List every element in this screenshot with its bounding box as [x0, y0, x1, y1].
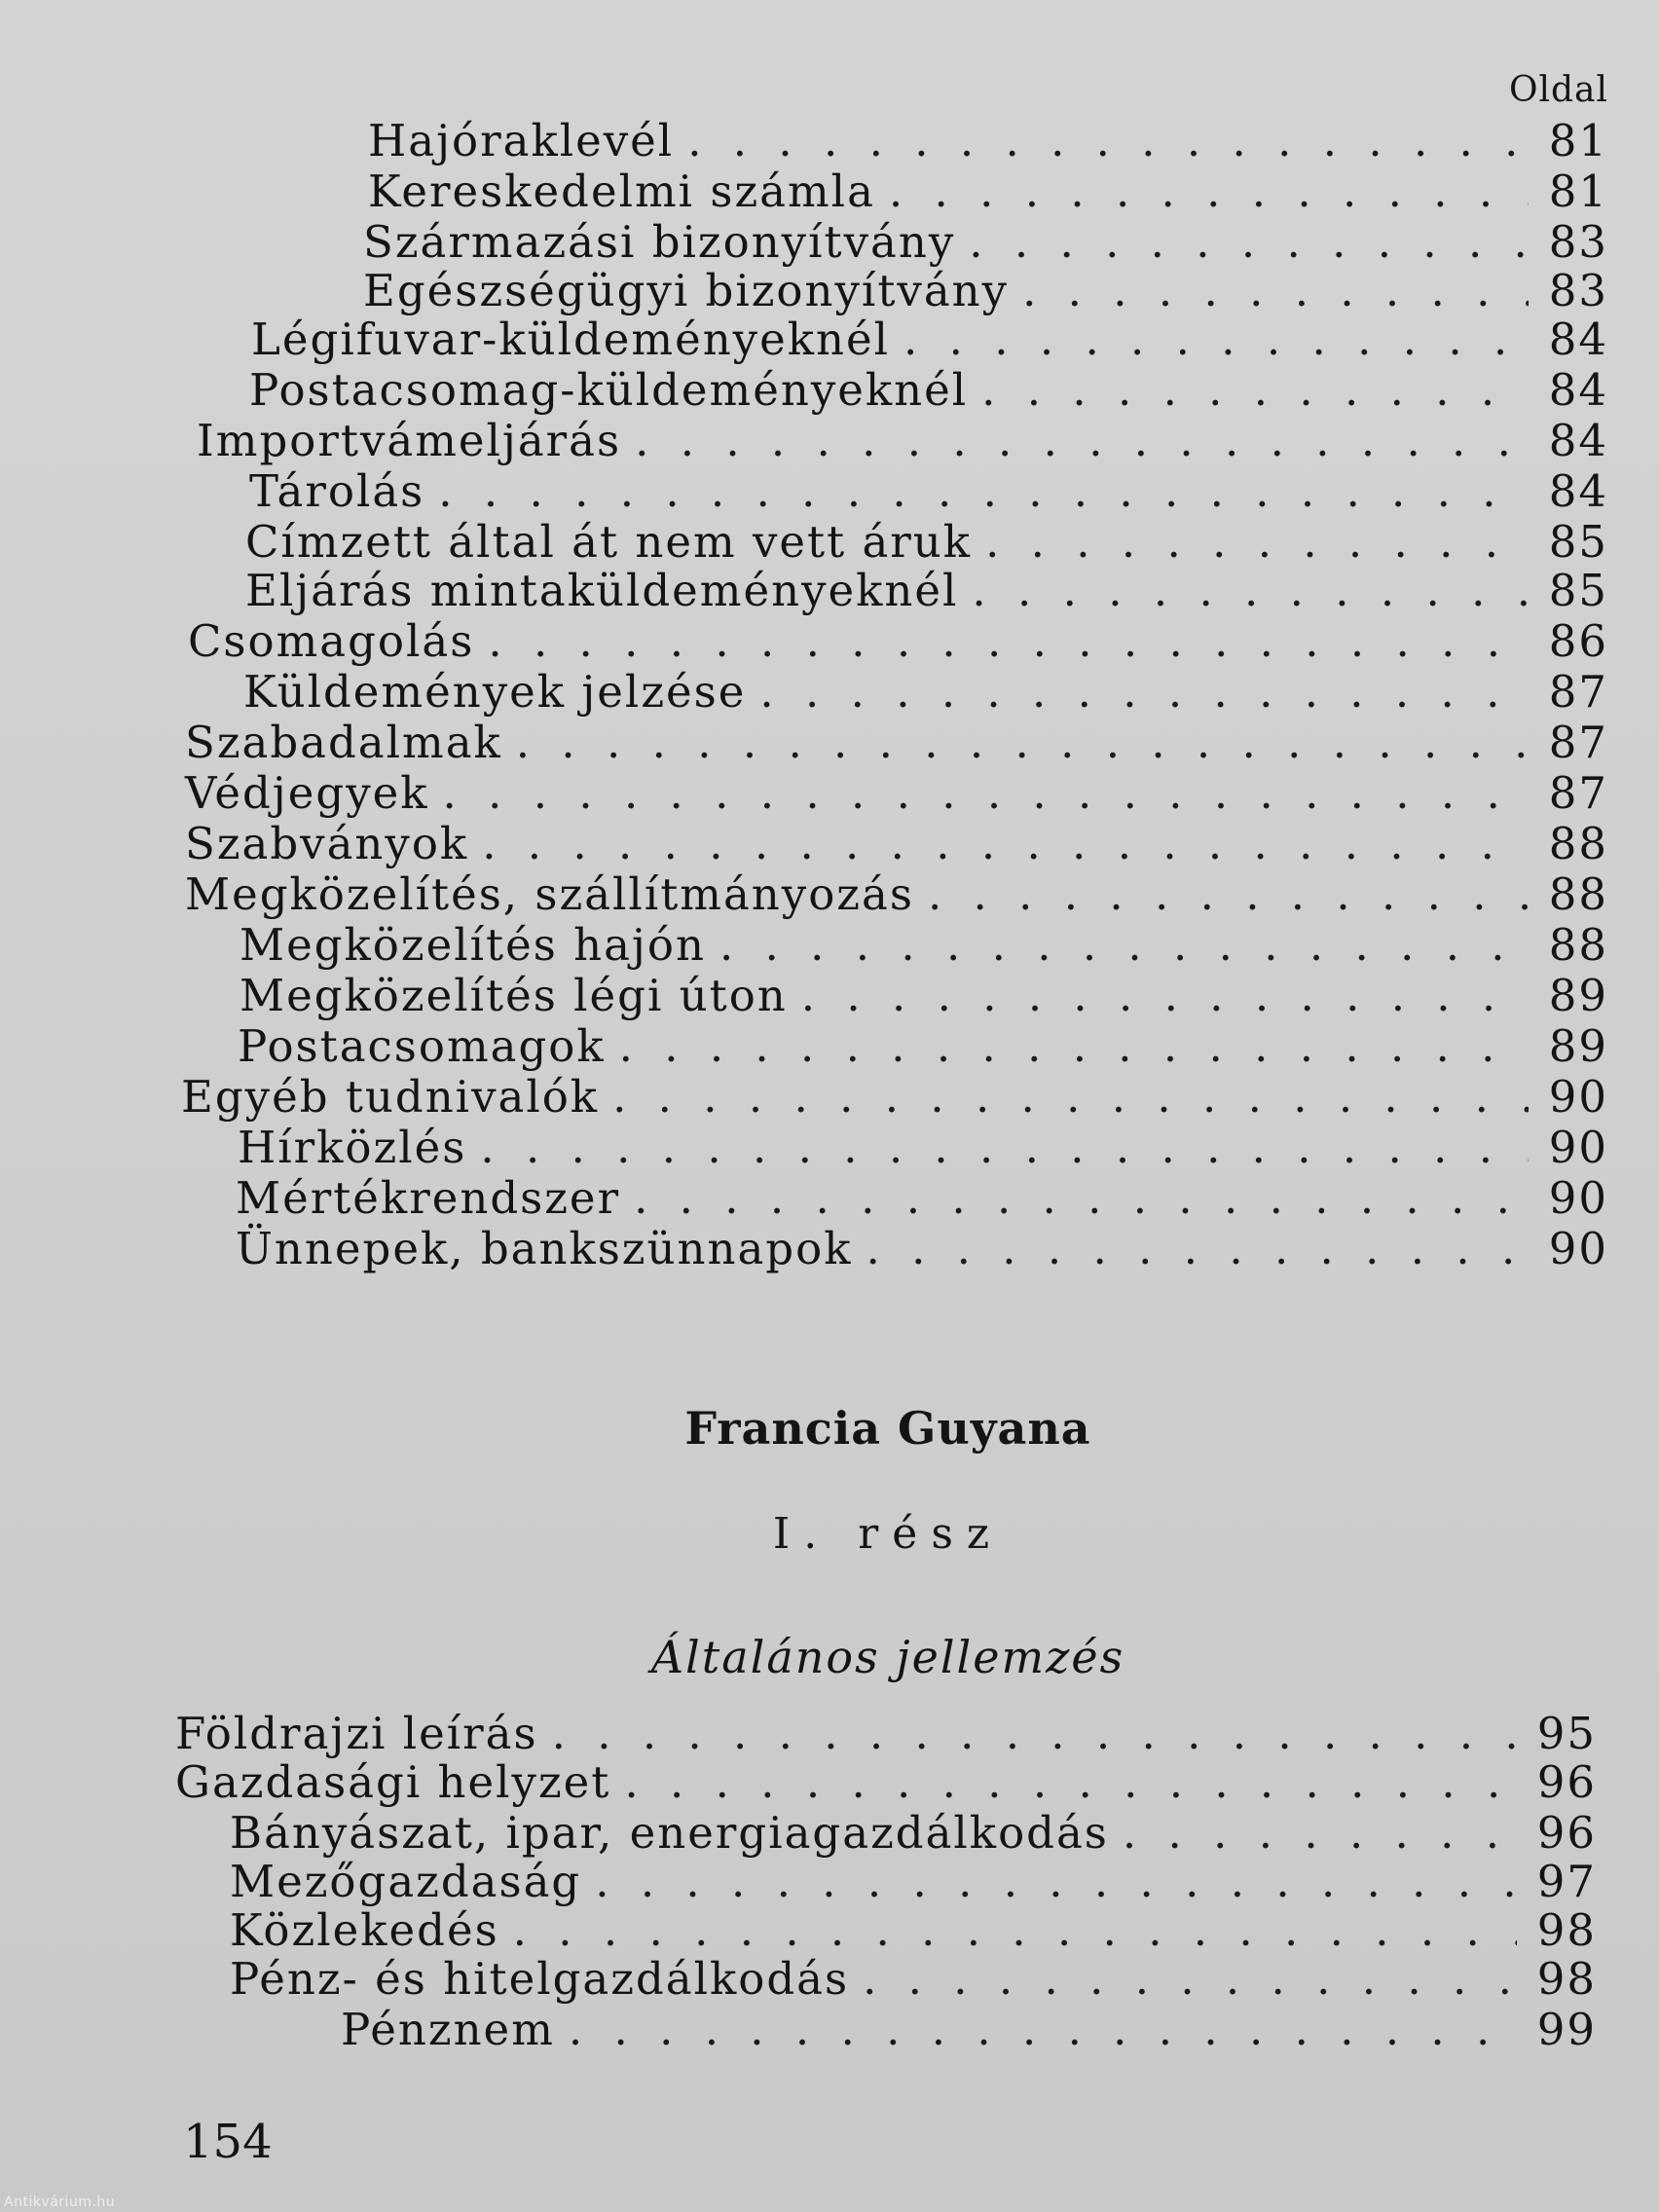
- leader-dots: [985, 516, 1529, 568]
- part-heading: I. rész: [772, 1509, 1004, 1559]
- toc-entry: [230, 1953, 1597, 2004]
- toc-entry-title: Egészségügyi bizonyítvány: [363, 265, 1010, 316]
- toc-entry-title: Megközelítés hajón: [240, 919, 706, 971]
- toc-entry-title: Bányászat, ipar, energiagazdálkodás: [230, 1807, 1109, 1859]
- toc-entry: [197, 415, 1608, 465]
- leader-dots: [569, 2004, 1517, 2055]
- toc-entry: [188, 615, 1608, 666]
- toc-entry-page: 83: [1548, 216, 1608, 268]
- toc-entry: [238, 1122, 1608, 1172]
- toc-entry-page: 90: [1548, 1122, 1608, 1173]
- toc-entry-title: Közlekedés: [230, 1904, 499, 1956]
- toc-entry-title: Eljárás mintaküldeményeknél: [245, 565, 959, 616]
- leader-dots: [969, 216, 1529, 268]
- toc-entry-title: Hajóraklevél: [368, 115, 675, 166]
- toc-entry-page: 89: [1548, 970, 1608, 1021]
- toc-entry-title: Szabványok: [185, 818, 469, 869]
- toc-entry-page: 96: [1536, 1807, 1597, 1859]
- toc-entry-page: 88: [1548, 818, 1608, 869]
- toc-entry: [230, 1856, 1597, 1906]
- toc-entry-title: Megközelítés légi úton: [240, 970, 788, 1021]
- country-heading: Francia Guyana: [684, 1402, 1091, 1455]
- toc-entry: [240, 970, 1608, 1020]
- toc-entry-page: 83: [1548, 265, 1608, 316]
- toc-entry-page: 81: [1548, 166, 1608, 217]
- page-column-header: Oldal: [1508, 70, 1608, 110]
- toc-entry-page: 89: [1548, 1020, 1608, 1072]
- toc-entry: [185, 818, 1608, 868]
- toc-entry: [175, 1756, 1597, 1807]
- leader-dots: [687, 115, 1529, 166]
- leader-dots: [612, 1071, 1529, 1123]
- toc-entry-title: Küldemények jelzése: [243, 666, 747, 718]
- leader-dots: [863, 1953, 1517, 2005]
- toc-entry: [368, 115, 1608, 166]
- toc-entry-page: 98: [1536, 1904, 1597, 1956]
- toc-entry-title: Mezőgazdaság: [230, 1856, 582, 1907]
- toc-entry-page: 88: [1548, 868, 1608, 920]
- toc-entry-title: Gazdasági helyzet: [175, 1756, 611, 1808]
- leader-dots: [801, 970, 1529, 1021]
- toc-entry: [368, 166, 1608, 216]
- toc-entry-title: Postacsomagok: [238, 1020, 606, 1072]
- toc-entry-title: Hírközlés: [238, 1122, 467, 1173]
- toc-entry-page: 95: [1536, 1708, 1597, 1759]
- leader-dots: [928, 868, 1529, 920]
- toc-entry: [236, 1172, 1608, 1223]
- toc-entry-title: Megközelítés, szállítmányozás: [185, 868, 914, 920]
- toc-entry: [243, 666, 1608, 717]
- leader-dots: [619, 1020, 1529, 1072]
- toc-entry-page: 85: [1548, 565, 1608, 616]
- toc-entry-title: Szabadalmak: [185, 717, 502, 768]
- leader-dots: [595, 1856, 1517, 1907]
- leader-dots: [443, 767, 1529, 819]
- toc-entry: [230, 1904, 1597, 1955]
- toc-entry-page: 87: [1548, 666, 1608, 718]
- toc-entry-title: Címzett által át nem vett áruk: [245, 516, 973, 568]
- leader-dots: [480, 1122, 1529, 1173]
- toc-entry-title: Földrajzi leírás: [175, 1708, 538, 1759]
- leader-dots: [438, 465, 1529, 517]
- toc-entry-title: Ünnepek, bankszünnapok: [236, 1223, 853, 1274]
- page-number: 154: [183, 2115, 273, 2169]
- toc-entry: [249, 364, 1608, 415]
- leader-dots: [981, 364, 1529, 416]
- toc-entry: [238, 1020, 1608, 1071]
- toc-entry: [185, 767, 1608, 818]
- toc-entry-title: Származási bizonyítvány: [363, 216, 956, 268]
- toc-entry: [240, 919, 1608, 970]
- toc-entry-title: Csomagolás: [188, 615, 475, 667]
- toc-entry-page: 90: [1548, 1071, 1608, 1123]
- toc-entry-page: 84: [1548, 313, 1608, 365]
- chapter-heading: Általános jellemzés: [650, 1631, 1125, 1683]
- leader-dots: [889, 166, 1529, 217]
- toc-entry-title: Postacsomag-küldeményeknél: [249, 364, 969, 416]
- toc-entry-title: Tárolás: [249, 465, 425, 517]
- toc-entry-title: Pénz- és hitelgazdálkodás: [230, 1953, 850, 2005]
- toc-entry-page: 86: [1548, 615, 1608, 667]
- leader-dots: [903, 313, 1529, 365]
- toc-entry-title: Védjegyek: [185, 767, 429, 819]
- toc-entry: [251, 313, 1608, 364]
- toc-entry: [181, 1071, 1608, 1122]
- toc-entry-title: Légifuvar-küldeményeknél: [251, 313, 891, 365]
- toc-entry: [230, 1807, 1597, 1858]
- toc-entry-title: Kereskedelmi számla: [368, 166, 875, 217]
- leader-dots: [635, 415, 1529, 466]
- leader-dots: [552, 1708, 1517, 1759]
- toc-entry: [185, 717, 1608, 767]
- toc-entry-page: 87: [1548, 717, 1608, 768]
- leader-dots: [1022, 265, 1529, 316]
- toc-entry-page: 97: [1536, 1856, 1597, 1907]
- leader-dots: [624, 1756, 1517, 1808]
- toc-entry-page: 88: [1548, 919, 1608, 971]
- toc-entry-title: Importvámeljárás: [197, 415, 622, 466]
- leader-dots: [1123, 1807, 1517, 1859]
- toc-entry-page: 90: [1548, 1223, 1608, 1274]
- toc-entry: [341, 2004, 1597, 2054]
- toc-entry-page: 90: [1548, 1172, 1608, 1224]
- toc-entry: [175, 1708, 1597, 1758]
- toc-entry-page: 84: [1548, 415, 1608, 466]
- leader-dots: [516, 717, 1529, 768]
- toc-entry-title: Mértékrendszer: [236, 1172, 621, 1224]
- toc-entry: [245, 565, 1608, 615]
- leader-dots: [513, 1904, 1517, 1956]
- leader-dots: [488, 615, 1529, 667]
- toc-entry-page: 84: [1548, 364, 1608, 416]
- toc-entry-page: 98: [1536, 1953, 1597, 2005]
- leader-dots: [759, 666, 1529, 718]
- toc-entry: [363, 216, 1608, 267]
- toc-entry-title: Pénznem: [341, 2004, 555, 2055]
- leader-dots: [866, 1223, 1529, 1274]
- toc-entry: [185, 868, 1608, 919]
- leader-dots: [972, 565, 1529, 616]
- leader-dots: [482, 818, 1529, 869]
- toc-entry-page: 85: [1548, 516, 1608, 568]
- toc-entry: [245, 516, 1608, 567]
- toc-entry: [236, 1223, 1608, 1273]
- toc-entry: [249, 465, 1608, 516]
- leader-dots: [634, 1172, 1529, 1224]
- toc-entry-page: 81: [1548, 115, 1608, 166]
- toc-entry: [363, 265, 1608, 315]
- watermark: Antikvárium.hu: [4, 2194, 116, 2210]
- toc-entry-page: 84: [1548, 465, 1608, 517]
- toc-entry-page: 87: [1548, 767, 1608, 819]
- leader-dots: [719, 919, 1529, 971]
- toc-entry-title: Egyéb tudnivalók: [181, 1071, 600, 1123]
- toc-entry-page: 96: [1536, 1756, 1597, 1808]
- toc-entry-page: 99: [1536, 2004, 1597, 2055]
